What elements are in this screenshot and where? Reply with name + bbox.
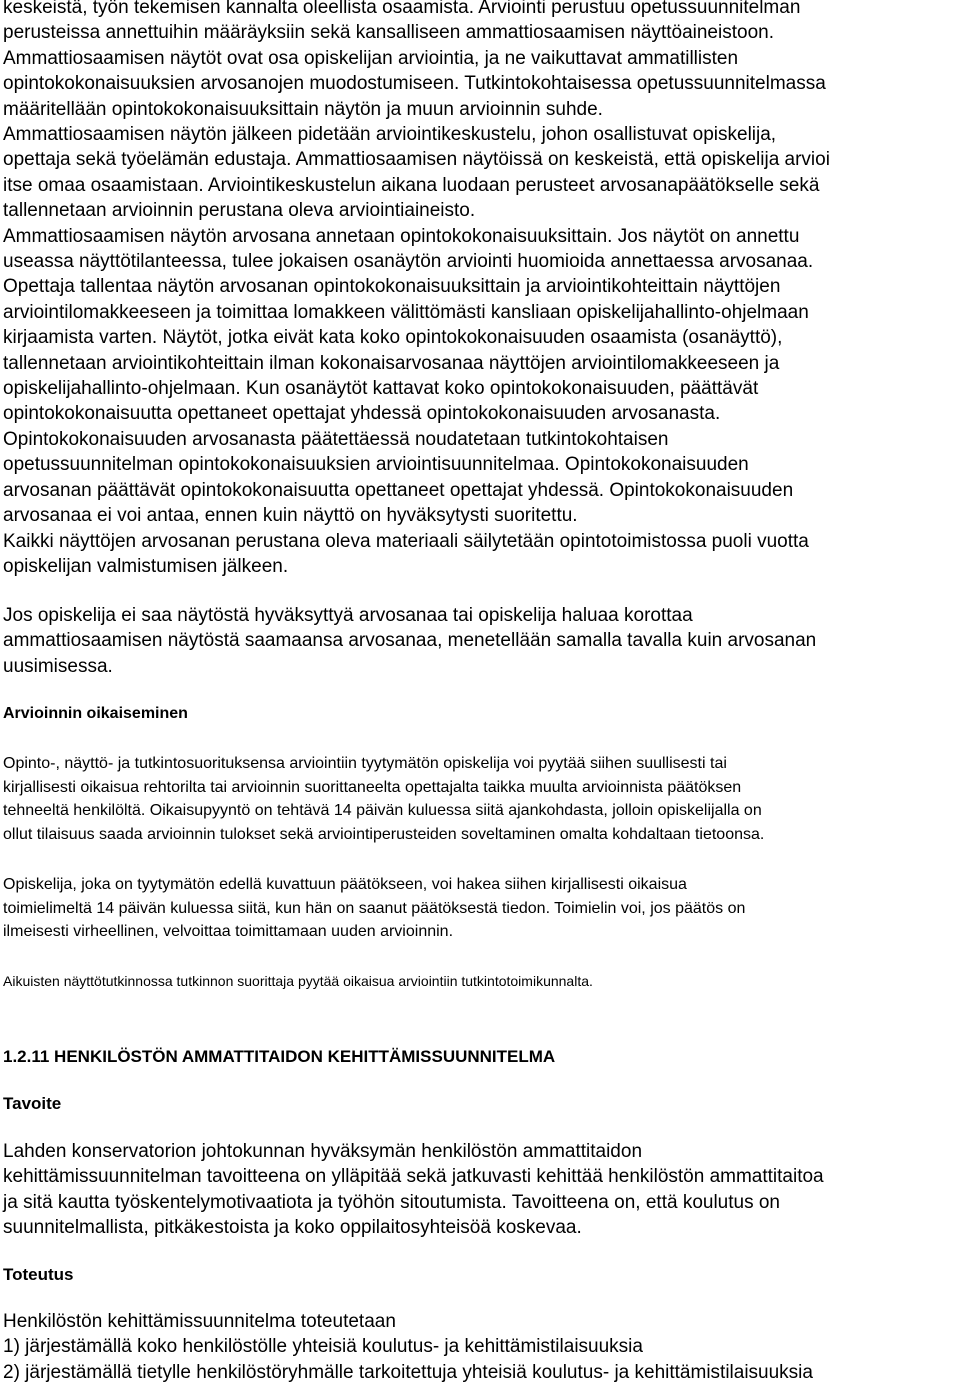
text-line: Opinto-, näyttö- ja tutkintosuorituksensa arviointiin tyytymätön opiskelija voi pyytää siihen suullisesti tai bbox=[3, 755, 727, 772]
text-line: Jos opiskelija ei saa näytöstä hyväksyttyä arvosanaa tai opiskelija haluaa korottaa bbox=[3, 605, 693, 626]
paragraph-correction-request bbox=[3, 752, 764, 847]
list-item: 2) järjestämällä tietylle henkilöstöryhmälle tarkoitettuja yhteisiä koulutus- ja kehittämistilaisuuksia bbox=[3, 1361, 813, 1383]
list-item: 1) järjestämällä koko henkilöstölle yhteisiä koulutus- ja kehittämistilaisuuksia bbox=[3, 1336, 643, 1358]
text-line: arvosanaa ei voi antaa, ennen kuin näyttö on hyväksytysti suoritettu. bbox=[3, 505, 578, 527]
text-line: Ammattiosaamisen näytön jälkeen pidetään arviointikeskustelu, johon osallistuvat opiskelija, bbox=[3, 124, 777, 145]
text-line: useassa näyttötilanteessa, tulee jokaisen osanäytön arviointi huomioida annettaessa arvosanaa. bbox=[3, 251, 814, 273]
heading-implementation: Toteutus bbox=[3, 1265, 74, 1284]
paragraph-implementation bbox=[3, 1309, 813, 1385]
section-heading: 1.2.11 HENKILÖSTÖN AMMATTITAIDON KEHITTÄMISSUUNNITELMA bbox=[3, 1047, 556, 1066]
heading-assessment-correction: Arvioinnin oikaiseminen bbox=[3, 705, 188, 722]
text-line: Opettaja tallentaa näytön arvosanan opintokokonaisuuksittain ja arviointikohteittain näyttöjen bbox=[3, 276, 781, 298]
text-line: toimielimeltä 14 päivän kuluessa siitä, kun hän on saanut päätöksestä tiedon. Toimielin voi, jos päätös on bbox=[3, 899, 746, 917]
text-line: kirjaamista varten. Näytöt, jotka eivät kata koko opintokokonaisuuden osaamista (osanäyttö), bbox=[3, 327, 783, 349]
text-line: perusteissa annettuihin määräyksiin sekä kansalliseen ammattiosaamisen näyttöaineistoon. bbox=[3, 22, 774, 44]
paragraph-demonstration-grading bbox=[3, 122, 830, 579]
paragraph-correction-appeal bbox=[3, 873, 745, 944]
text-line: ammattiosaamisen näytöstä saamaansa arvosanaa, menetellään samalla tavalla kuin arvosanan bbox=[3, 630, 817, 652]
text-line: keskeistä, työn tekemisen kannalta oleellista osaamista. Arviointi perustuu opetussuunnitelman bbox=[3, 0, 801, 18]
text-line: itse omaa osaamistaan. Arviointikeskustelun aikana luodaan perusteet arvosanapäätökselle sekä bbox=[3, 174, 820, 196]
text-line: ollut tilaisuus saada arvioinnin tulokset sekä arviointiperusteiden soveltaminen omalta kohdaltaan tietoonsa. bbox=[3, 826, 765, 844]
text-line: tallennetaan arviointikohteittain ilman kokonaisarvosanaa näyttöjen arviointilomakkeeseen ja bbox=[3, 352, 780, 374]
text-line: Opiskelija, joka on tyytymätön edellä kuvattuun päätökseen, voi hakea siihen kirjallisesti oikaisua bbox=[3, 876, 687, 893]
text-line: suunnitelmallista, pitkäkestoista ja koko oppilaitosyhteisöä koskevaa. bbox=[3, 1217, 582, 1239]
text-line: tehneeltä henkilöltä. Oikaisupyyntö on tehtävä 14 päivän kuluessa siitä ajankohdasta, jolloin opiskelijalla on bbox=[3, 802, 762, 820]
paragraph-assessment-basis bbox=[3, 0, 826, 122]
text-line: arviointilomakkeeseen ja toimittaa lomakkeen välittömästi kansliaan opiskelijahallinto-ohjelmaan bbox=[3, 301, 809, 323]
heading-goal: Tavoite bbox=[3, 1094, 62, 1113]
text-line: arvosanan päättävät opintokokonaisuutta opettaneet opettajat yhdessä. Opintokokonaisuuden bbox=[3, 479, 794, 501]
paragraph-goal bbox=[3, 1139, 824, 1241]
text-line: Ammattiosaamisen näytön arvosana annetaan opintokokonaisuuksittain. Jos näytöt on annettu bbox=[3, 225, 800, 247]
text-line: kirjallisesti oikaisua rehtorilta tai arvioinnin suorittaneelta opettajalta taikka muulta arvioinnista päätöksen bbox=[3, 778, 742, 796]
text-line: määritellään opintokokonaisuuksittain näytön ja muun arvioinnin suhde. bbox=[3, 98, 603, 120]
text-line: opiskelijahallinto-ohjelmaan. Kun osanäytöt kattavat koko opintokokonaisuuden, päättävät bbox=[3, 378, 759, 400]
text-line: Ammattiosaamisen näytöt ovat osa opiskelijan arviointia, ja ne vaikuttavat ammatillisten bbox=[3, 47, 739, 69]
text-line: opiskelijan valmistumisen jälkeen. bbox=[3, 555, 289, 577]
text-line: Henkilöstön kehittämissuunnitelma toteutetaan bbox=[3, 1311, 396, 1332]
text-line: opettaja sekä työelämän edustaja. Ammattiosaamisen näytöissä on keskeistä, että opiskelija arvioi bbox=[3, 149, 830, 171]
text-line: Kaikki näyttöjen arvosanan perustana oleva materiaali säilytetään opintotoimistossa puoli vuotta bbox=[3, 530, 809, 552]
paragraph-failed-demonstration bbox=[3, 603, 816, 679]
text-line: Opintokokonaisuuden arvosanasta päätettäessä noudatetaan tutkintokohtaisen bbox=[3, 428, 669, 450]
text-line: kehittämissuunnitelman tavoitteena on ylläpitää sekä jatkuvasti kehittää henkilöstön ammattitaitoa bbox=[3, 1166, 824, 1188]
text-line: Lahden konservatorion johtokunnan hyväksymän henkilöstön ammattitaidon bbox=[3, 1141, 643, 1162]
text-line: opetussuunnitelman opintokokonaisuuksien arviointisuunnitelmaa. Opintokokonaisuuden bbox=[3, 454, 749, 476]
text-line: ja sitä kautta työskentelymotivaatiota ja työhön sitoutumista. Tavoitteena on, että koulutus on bbox=[3, 1191, 780, 1213]
paragraph-adult-qualification: Aikuisten näyttötutkinnossa tutkinnon suorittaja pyytää oikaisua arviointiin tutkintotoimikunnalta. bbox=[3, 973, 593, 989]
text-line: uusimisessa. bbox=[3, 655, 113, 677]
text-line: opintokokonaisuutta opettaneet opettajat yhdessä opintokokonaisuuden arvosanasta. bbox=[3, 403, 721, 425]
text-line: tallennetaan arvioinnin perustana oleva arviointiaineisto. bbox=[3, 200, 476, 222]
text-line: opintokokonaisuuksien arvosanojen muodostumiseen. Tutkintokohtaisessa opetussuunnitelmassa bbox=[3, 73, 826, 95]
text-line: ilmeisesti virheellinen, velvoittaa toimittamaan uuden arvioinnin. bbox=[3, 923, 454, 941]
